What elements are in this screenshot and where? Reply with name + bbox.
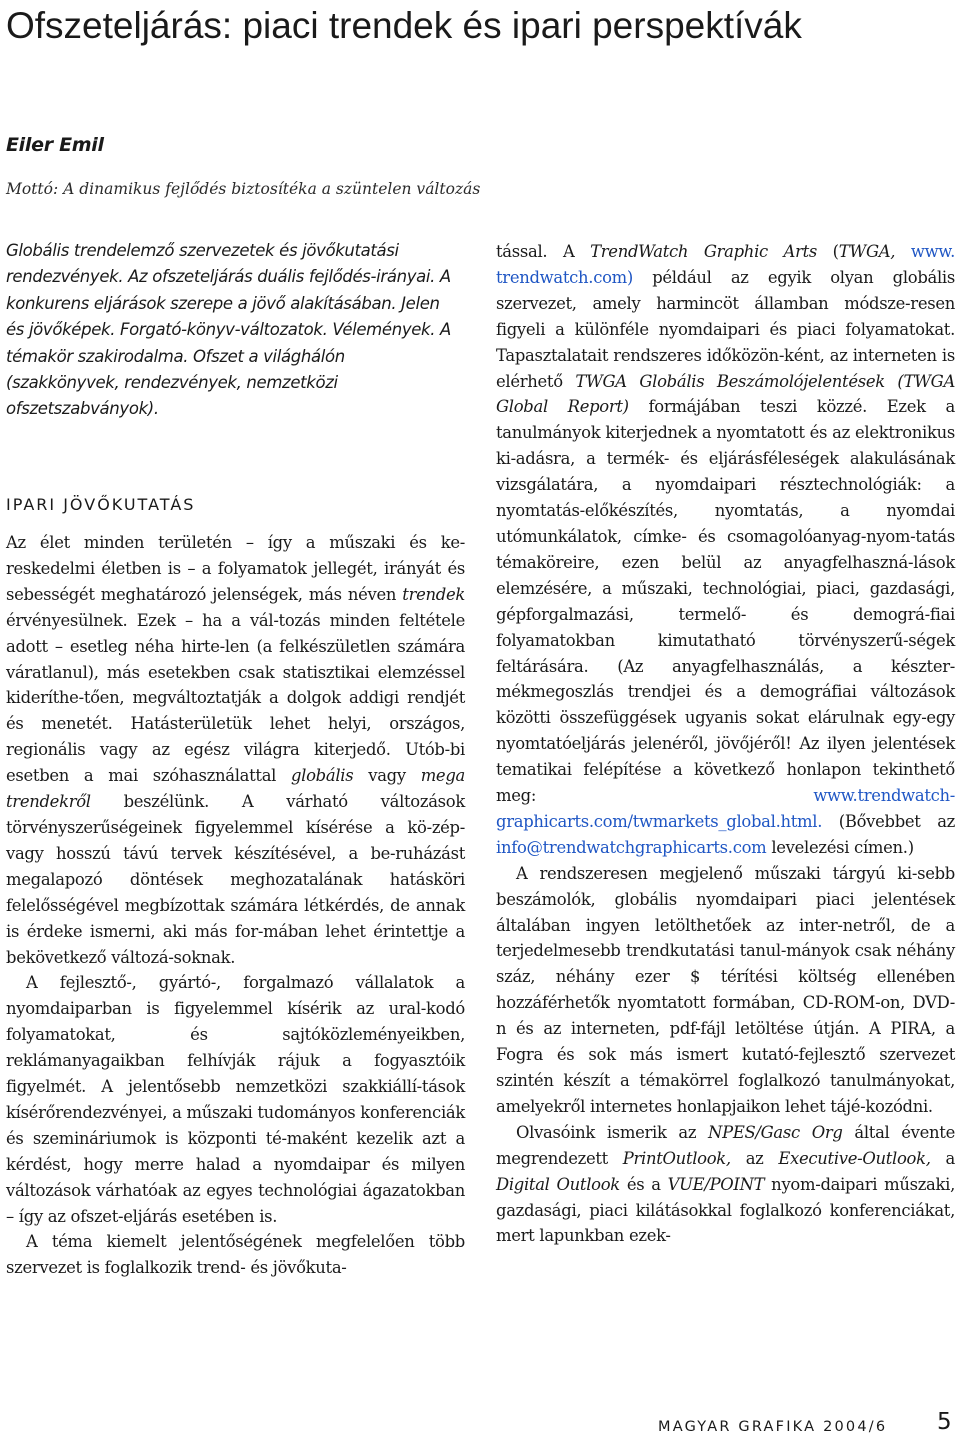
right-paragraph-2: A rendszeresen megjelenő műszaki tárgyú ki-sebb beszámolók, globális nyomdaipari piaci jelentések általában ingyen letölthetőek az inter-netről, de a terjedelmesebb trendkutatási tanul-mányok csak néhány száz, néhány ezer $ térítési költség ellenében hozzáférhetők nyomtatott formában, CD-ROM-on, DVD-n és az interneten, pdf-fájl letöltése útján. A PIRA, a Fogra és sok más ismert kutató-fejlesztő szervezet szintén készít a témakörrel foglalkozó tanulmányokat, amelyekről internetes honlapjaikon lehet tájé-kozódni. [496, 863, 955, 1116]
twmarkets-link[interactable]: www.trendwatch-graphicarts.com/twmarkets_global.html. [496, 786, 955, 831]
text-run: érvényesülnek. Ezek – ha a vál-tozás minden feltétele adott – esetleg néha hirte-len (a felkészületlen számára váratlanul), más esetekben csak statisztikai elemzéssel kideríthe-tően, megváltoztatják a dolgok addigi rendjét és menetét. Hatásterületük lehet helyi, országos, regionális vagy az egész világra kiterjedő. Utób-bi esetben a mai szóhasználattal [6, 610, 465, 786]
text-run: ( [817, 242, 839, 261]
text-run: (Bővebbet az [822, 811, 955, 831]
emphasis: trendek [402, 584, 465, 604]
emphasis: TWGA Globális Beszámolójelentések (TWGA Global Report) [496, 371, 955, 417]
author-name: Eiler Emil [6, 134, 104, 156]
text-run [895, 242, 911, 261]
left-paragraph-2: A fejlesztő-, gyártó-, forgalmazó vállalatok a nyomdaiparban is figyelemmel kísérik az ural-kodó folyamatokat, és sajtóközleményeikben, reklámanyagaikban felhívják rájuk a fogyasztóik figyelmét. A jelentősebb nemzetközi szakkiállí-tások kísérőrendezvényei, a műszaki tudományos konferenciák és szemináriumok is központi té-maként kezelik azt a kérdést, hogy merre halad a nyomdaipar és milyen változások várhatóak az egyes technológiai ágazatokban – így az ofszet-eljárás esetében is. [6, 973, 465, 1226]
emphasis: Executive-Outlook, [778, 1148, 931, 1168]
left-paragraph-3: A téma kiemelt jelentőségének megfelelően több szervezet is foglalkozik trend- és jövőkuta- [6, 1232, 465, 1278]
emphasis: TrendWatch Graphic Arts [590, 242, 818, 261]
emphasis: TWGA, [838, 242, 896, 261]
email-link[interactable]: info@trendwatchgraphicarts.com [496, 837, 767, 857]
emphasis: VUE/POINT [667, 1174, 765, 1194]
emphasis: mega trendekről [6, 766, 465, 812]
emphasis: NPES/Gasc Org [708, 1122, 843, 1142]
page-number: 5 [937, 1409, 952, 1435]
emphasis: globális [290, 766, 354, 786]
text-run: és a [619, 1174, 668, 1194]
abstract: Globális trendelemző szervezetek és jövőkutatási rendezvények. Az ofszeteljárás duális fejlődés-irányai. A konkurens eljárások szerepe a jövő alakításában. Jelen és jövőképek. Forgató-könyv-változatok. Vélemények. A témakör szakirodalma. Ofszet a világhálón (szakkönyvek, rendezvények, nemzetközi ofszetszabványok). [6, 241, 451, 419]
text-run: például az egyik olyan globális szervezet, amely harmincöt államban módsze-resen figyeli a különféle nyomdaipari és piaci folyamatokat. Tapasztalatait rendszeres időközön-ként, az interneten is elérhető [496, 267, 955, 391]
text-run: vagy [353, 766, 421, 786]
right-column [496, 239, 955, 1249]
text-run: Az élet minden területén – így a műszaki és ke-reskedelmi életben is – a folyamatok jellegét, irányát és sebességét meghatározó jelenségek, más néven [6, 533, 465, 604]
text-run: által évente megrendezett [496, 1122, 955, 1168]
trendwatch-link[interactable]: www. trendwatch.com) [496, 242, 955, 287]
text-run: az [730, 1148, 779, 1168]
text-run: formájában teszi közzé. Ezek a tanulmányok kiterjednek a nyomtatott és az elektronikus ki-adásra, a termék- és eljárásféleségek alakulásának vizsgálatára, a nyomdaipari résztechnológiák: a nyomtatás-előkészítés, nyomtatás, a nyomdai utómunkálatok, címke- és csomagolóanyag-nyom-tatás témaköreire, ezen belül az anyagfelhaszná-lások elemzésére, a műszaki, technológiai, piaci, gazdasági, gépforgalmazási, termelő- és demográ-fiai folyamatokban kimutatható törvényszerű-ségek feltárására. (Az anyagfelhasználás, a készter-mékmegoszlás trendjei és a demográfiai változások közötti összefüggések ugyanis sokat elárulnak egy-egy nyomtatóeljárás jelenéről, jövőjéről! Az ilyen jelentések tematikai felépítése a következő honlapon tekinthető meg: [496, 397, 955, 806]
section-heading: IPARI JÖVŐKUTATÁS [6, 495, 196, 514]
emphasis: Digital Outlook [496, 1174, 620, 1194]
text-run: a [930, 1148, 955, 1168]
article-title: Ofszeteljárás: piaci trendek és ipari perspektívák [6, 5, 802, 46]
text-run: nyom-daipari műszaki, gazdasági, piaci kilátásokkal foglalkozó konferenciákat, mert lapunkban ezek- [496, 1174, 956, 1246]
text-run: levelezési címen.) [766, 837, 914, 857]
right-paragraph-3 [496, 1120, 955, 1250]
right-paragraph-1 [496, 239, 955, 861]
text-run: tással. A [496, 242, 591, 261]
journal-footer: MAGYAR GRAFIKA 2004/6 [658, 1419, 888, 1435]
text-run: beszélünk. A várható változások törvényszerűségeinek figyelemmel kísérése a kö-zép- vagy hosszú távú tervek készítésével, a be-ruházást megalapozó döntések meghozatalának hatásköri felelősségével megbízottak számára létkérdés, de annak is érdeke ismerni, aki más for-mában lehet érintettje a bekövetkező változá-soknak. [6, 792, 465, 967]
left-column [6, 530, 465, 1281]
motto: Mottó: A dinamikus fejlődés biztosítéka a szüntelen változás [6, 180, 481, 198]
left-paragraph-1 [6, 530, 465, 970]
text-run: Olvasóink ismerik az [516, 1122, 709, 1142]
emphasis: PrintOutlook, [622, 1148, 731, 1168]
